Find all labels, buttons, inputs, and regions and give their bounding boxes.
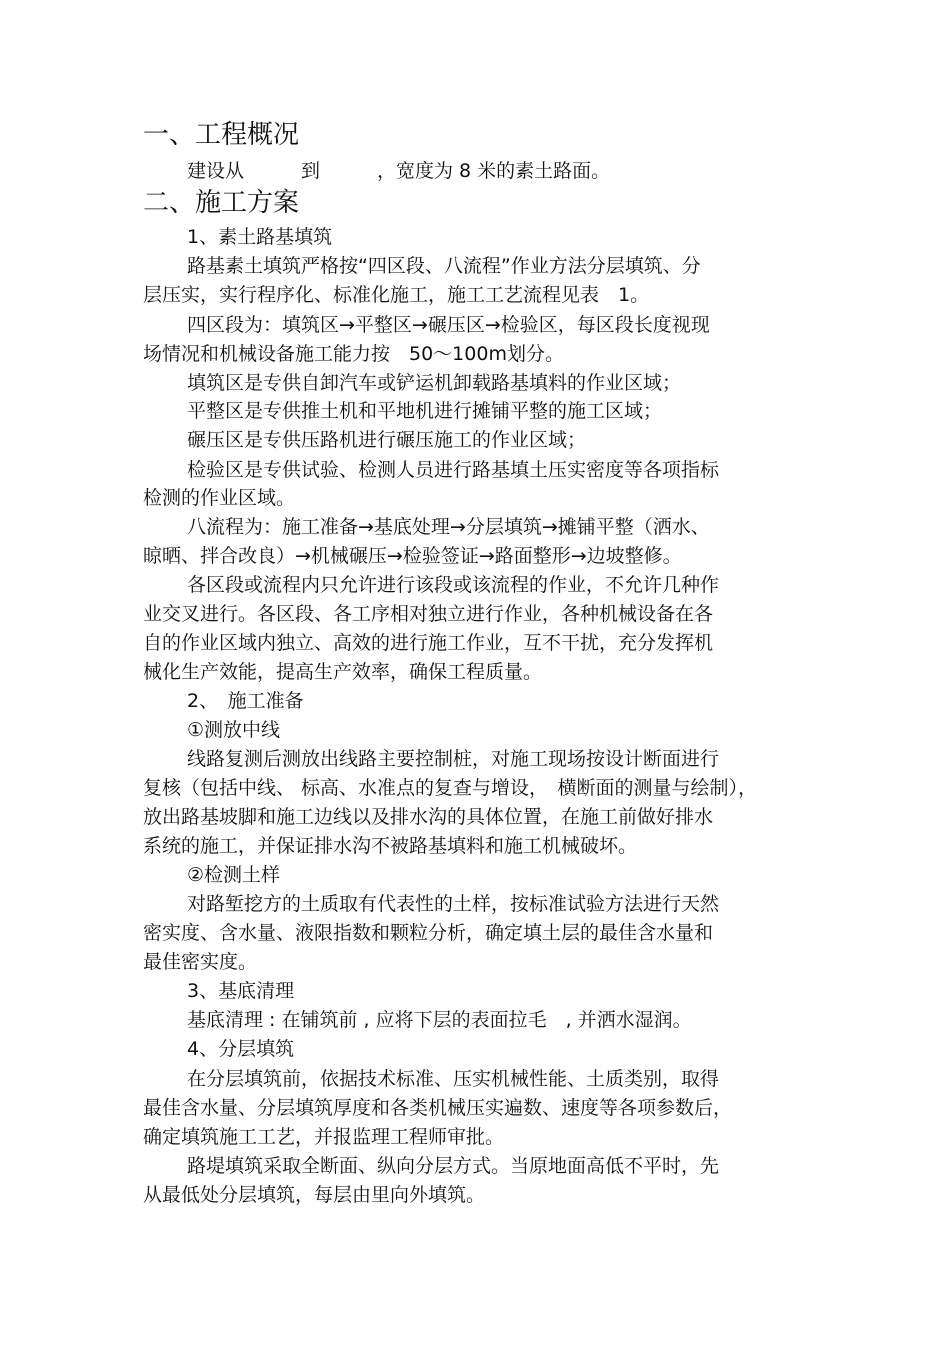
paragraph-line: 业交叉进行。各区段、各工序相对独立进行作业，各种机械设备在各 bbox=[143, 603, 714, 625]
paragraph-line: 放出路基坡脚和施工边线以及排水沟的具体位置，在施工前做好排水 bbox=[143, 806, 714, 828]
paragraph-line: 填筑区是专供自卸汽车或铲运机卸载路基填料的作业区域； bbox=[187, 372, 682, 394]
paragraph-line: 最佳密实度。 bbox=[143, 951, 258, 973]
paragraph-line: 基底清理 : 在铺筑前 , 应将下层的表面拉毛 , 并洒水湿润。 bbox=[187, 1009, 692, 1031]
paragraph-line: 各区段或流程内只允许进行该段或该流程的作业，不允许几种作 bbox=[187, 574, 720, 596]
paragraph-line: 路堤填筑采取全断面、纵向分层方式。当原地面高低不平时，先 bbox=[187, 1155, 720, 1177]
paragraph-line: 四区段为：填筑区→平整区→碾压区→检验区，每区段长度视现 bbox=[187, 314, 710, 336]
paragraph-line: 检测的作业区域。 bbox=[143, 487, 296, 509]
paragraph-line: 路基素土填筑严格按“四区段、八流程”作业方法分层填筑、分 bbox=[187, 255, 701, 277]
subheading: 4、分层填筑 bbox=[187, 1038, 295, 1060]
subheading: 1、素土路基填筑 bbox=[187, 226, 333, 248]
paragraph-line: 确定填筑施工工艺，并报监理工程师审批。 bbox=[143, 1126, 505, 1148]
paragraph-line: 系统的施工，并保证排水沟不被路基填料和施工机械破坏。 bbox=[143, 835, 638, 857]
paragraph-line: 层压实，实行程序化、标准化施工，施工工艺流程见表 1。 bbox=[143, 284, 650, 306]
paragraph-line: 从最低处分层填筑，每层由里向外填筑。 bbox=[143, 1184, 486, 1206]
subheading: 3、基底清理 bbox=[187, 980, 295, 1002]
paragraph-line: 在分层填筑前，依据技术标准、压实机械性能、土质类别，取得 bbox=[187, 1068, 720, 1090]
section-heading-1: 一、工程概况 bbox=[143, 120, 300, 150]
paragraph-line: 复核（包括中线、 标高、水准点的复查与增设， 横断面的测量与绘制）， bbox=[143, 777, 758, 799]
paragraph-line: 对路堑挖方的土质取有代表性的土样，按标准试验方法进行天然 bbox=[187, 893, 720, 915]
subheading: 2、 施工准备 bbox=[187, 690, 304, 712]
paragraph-line: 检验区是专供试验、检测人员进行路基填土压实密度等各项指标 bbox=[187, 459, 720, 481]
paragraph-line: 八流程为：施工准备→基底处理→分层填筑→摊铺平整（洒水、 bbox=[187, 516, 710, 538]
paragraph-line: 最佳含水量、分层填筑厚度和各类机械压实遍数、速度等各项参数后， bbox=[143, 1097, 733, 1119]
subheading: ②检测土样 bbox=[187, 864, 281, 886]
paragraph-line: 平整区是专供推土机和平地机进行摊铺平整的施工区域； bbox=[187, 400, 663, 422]
paragraph-line: 自的作业区域内独立、高效的进行施工作业，互不干扰，充分发挥机 bbox=[143, 632, 714, 654]
paragraph-line: 晾晒、拌合改良）→机械碾压→检验签证→路面整形→边坡整修。 bbox=[143, 545, 682, 567]
paragraph-line: 建设从 到 ，宽度为 8 米的素土路面。 bbox=[187, 160, 611, 182]
paragraph-line: 械化生产效能，提高生产效率，确保工程质量。 bbox=[143, 661, 543, 683]
paragraph-line: 场情况和机械设备施工能力按 50～100m划分。 bbox=[143, 343, 564, 365]
paragraph-line: 碾压区是专供压路机进行碾压施工的作业区域； bbox=[187, 429, 587, 451]
section-heading-2: 二、施工方案 bbox=[143, 188, 300, 218]
paragraph-line: 线路复测后测放出线路主要控制桩，对施工现场按设计断面进行 bbox=[187, 748, 720, 770]
paragraph-line: 密实度、含水量、液限指数和颗粒分析，确定填土层的最佳含水量和 bbox=[143, 922, 714, 944]
subheading: ①测放中线 bbox=[187, 719, 281, 741]
